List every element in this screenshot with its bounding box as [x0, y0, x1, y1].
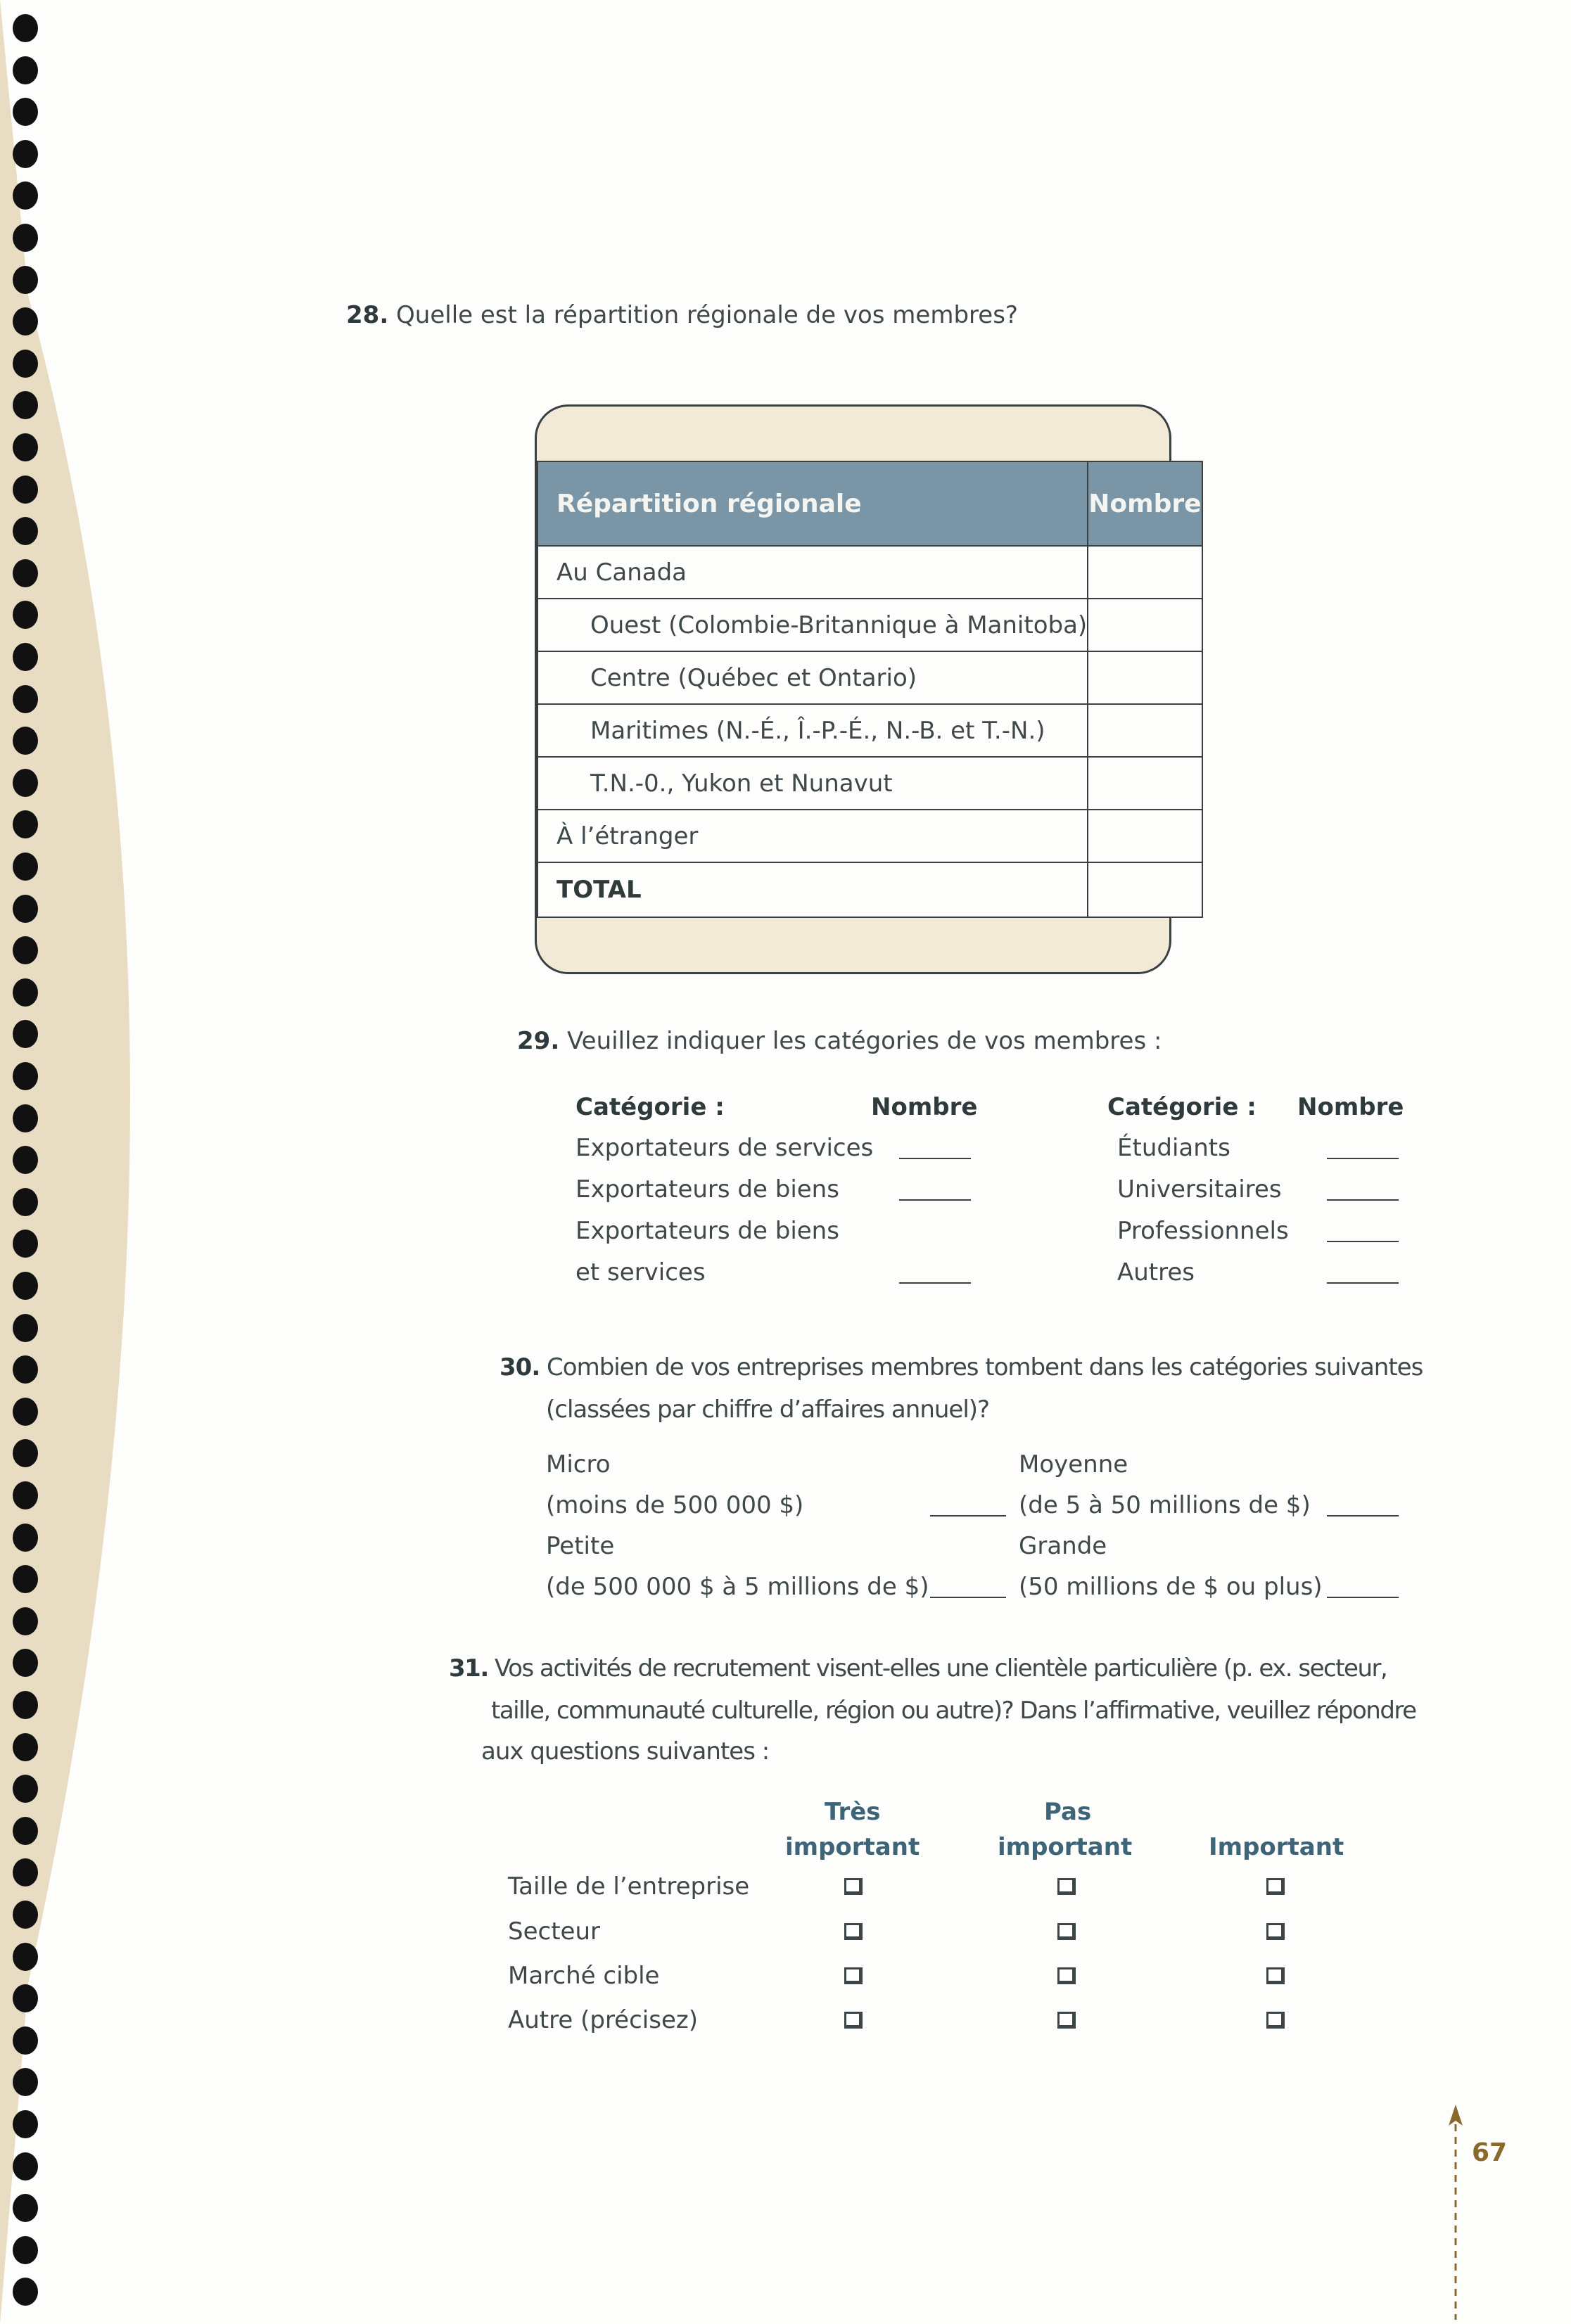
- binding-hole: [13, 601, 38, 629]
- category-exporters-services: Exportateurs de services: [575, 1134, 874, 1162]
- checkbox[interactable]: [1057, 1923, 1076, 1940]
- binding-hole: [13, 559, 38, 587]
- question-31: [449, 1654, 1387, 1683]
- count-blank[interactable]: [899, 1158, 971, 1159]
- binding-hole: [13, 1062, 38, 1090]
- count-blank[interactable]: [1327, 1515, 1399, 1517]
- binding-hole: [13, 2152, 38, 2181]
- column-not-important-line1: Pas: [1044, 1798, 1092, 1826]
- question-31-line3: aux questions suivantes :: [481, 1737, 770, 1766]
- binding-hole: [13, 2194, 38, 2222]
- count-blank[interactable]: [1327, 1597, 1399, 1598]
- size-large: Grande: [1019, 1532, 1107, 1560]
- count-blank[interactable]: [1327, 1241, 1399, 1242]
- question-30: [500, 1353, 1423, 1381]
- row-label: Maritimes (N.-É., Î.-P.-É., N.-B. et T.-N.): [538, 704, 1088, 757]
- row-label: T.N.-0., Yukon et Nunavut: [538, 757, 1088, 810]
- count-cell[interactable]: [1088, 704, 1202, 757]
- binding-hole: [13, 307, 38, 336]
- binding-hole: [13, 2110, 38, 2138]
- binding-hole: [13, 433, 38, 461]
- category-professionals: Professionnels: [1117, 1217, 1289, 1245]
- question-number: 30.: [500, 1353, 540, 1381]
- binding-hole: [13, 685, 38, 713]
- binding-hole: [13, 1104, 38, 1132]
- row-label-total: TOTAL: [538, 862, 1088, 917]
- question-29: [517, 1027, 1162, 1055]
- count-cell[interactable]: [1088, 810, 1202, 862]
- binding-hole: [13, 810, 38, 838]
- table-row-total: [538, 862, 1202, 917]
- question-31-line2: taille, communauté culturelle, région ou autre)? Dans l’affirmative, veuillez répondre: [491, 1697, 1416, 1725]
- binding-hole: [13, 475, 38, 504]
- table-row: [538, 599, 1202, 651]
- size-large-range: (50 millions de $ ou plus): [1019, 1573, 1323, 1601]
- count-blank[interactable]: [930, 1515, 1006, 1517]
- question-text: Vos activités de recrutement visent-elles une clientèle particulière (p. ex. secteur,: [495, 1654, 1387, 1683]
- binding-hole: [13, 1691, 38, 1719]
- checkbox[interactable]: [1266, 1923, 1285, 1940]
- binding-hole: [13, 2068, 38, 2096]
- count-blank[interactable]: [899, 1199, 971, 1201]
- column-not-important-line2: important: [998, 1833, 1133, 1861]
- binding-hole: [13, 978, 38, 1007]
- binding-hole: [13, 1481, 38, 1509]
- binding-hole: [13, 1398, 38, 1426]
- table-row: [538, 651, 1202, 704]
- binding-hole: [13, 1355, 38, 1384]
- binding-holes: [13, 14, 41, 2321]
- binding-hole: [13, 1272, 38, 1300]
- table-row: [538, 757, 1202, 810]
- checkbox[interactable]: [1057, 2012, 1076, 2029]
- row-label: Au Canada: [538, 546, 1088, 599]
- binding-hole: [13, 1858, 38, 1886]
- binding-hole: [13, 936, 38, 964]
- row-label: Centre (Québec et Ontario): [538, 651, 1088, 704]
- checkbox[interactable]: [844, 1967, 863, 1984]
- category-others: Autres: [1117, 1258, 1195, 1286]
- binding-hole: [13, 1984, 38, 2012]
- question-30-line2: (classées par chiffre d’affaires annuel)?: [546, 1396, 990, 1424]
- category-exporters-goods-services: Exportateurs de biens: [575, 1217, 839, 1245]
- binding-hole: [13, 1775, 38, 1803]
- criterion-target-market: Marché cible: [508, 1962, 660, 1990]
- checkbox[interactable]: [1266, 2012, 1285, 2029]
- binding-hole: [13, 895, 38, 923]
- binding-hole: [13, 14, 38, 42]
- checkbox[interactable]: [844, 1923, 863, 1940]
- checkbox[interactable]: [1057, 1878, 1076, 1895]
- page-edge-curve: [0, 0, 281, 2324]
- binding-hole: [13, 727, 38, 755]
- arrow-up-icon: [1445, 2103, 1466, 2321]
- binding-hole: [13, 2026, 38, 2055]
- count-cell[interactable]: [1088, 599, 1202, 651]
- criterion-company-size: Taille de l’entreprise: [508, 1872, 750, 1901]
- binding-hole: [13, 1649, 38, 1677]
- binding-hole: [13, 1146, 38, 1174]
- count-blank[interactable]: [899, 1282, 971, 1284]
- question-number: 28.: [346, 301, 389, 329]
- question-text: Combien de vos entreprises membres tombent dans les catégories suivantes: [547, 1353, 1423, 1381]
- binding-hole: [13, 1314, 38, 1342]
- count-blank[interactable]: [930, 1597, 1006, 1598]
- size-micro: Micro: [546, 1450, 611, 1479]
- binding-hole: [13, 140, 38, 168]
- binding-hole: [13, 1020, 38, 1048]
- size-small-range: (de 500 000 $ à 5 millions de $): [546, 1573, 929, 1601]
- binding-hole: [13, 391, 38, 419]
- binding-hole: [13, 350, 38, 378]
- checkbox[interactable]: [1266, 1878, 1285, 1895]
- count-cell[interactable]: [1088, 757, 1202, 810]
- column-very-important-line1: Très: [825, 1798, 881, 1826]
- binding-hole: [13, 1733, 38, 1761]
- category-exporters-goods: Exportateurs de biens: [575, 1175, 839, 1204]
- table-row: [538, 704, 1202, 757]
- column-header-region: Répartition régionale: [538, 461, 1088, 546]
- binding-hole: [13, 1188, 38, 1216]
- binding-hole: [13, 1230, 38, 1258]
- binding-hole: [13, 643, 38, 671]
- binding-hole: [13, 181, 38, 210]
- checkbox[interactable]: [844, 1878, 863, 1895]
- page-number: 67: [1472, 2138, 1508, 2167]
- column-very-important-line2: important: [785, 1833, 920, 1861]
- criterion-other: Autre (précisez): [508, 2006, 698, 2034]
- size-medium-range: (de 5 à 50 millions de $): [1019, 1491, 1311, 1519]
- size-medium: Moyenne: [1019, 1450, 1128, 1479]
- question-number: 29.: [517, 1027, 560, 1055]
- size-micro-range: (moins de 500 000 $): [546, 1491, 804, 1519]
- binding-hole: [13, 2278, 38, 2306]
- binding-hole: [13, 56, 38, 84]
- binding-hole: [13, 1524, 38, 1552]
- binding-hole: [13, 266, 38, 294]
- row-label: Ouest (Colombie-Britannique à Manitoba): [538, 599, 1088, 651]
- row-label: À l’étranger: [538, 810, 1088, 862]
- count-cell[interactable]: [1088, 651, 1202, 704]
- category-header-left: Catégorie :: [575, 1093, 725, 1121]
- criterion-sector: Secteur: [508, 1917, 600, 1946]
- column-header-count: Nombre: [1088, 461, 1202, 546]
- count-blank[interactable]: [1327, 1199, 1399, 1201]
- binding-hole: [13, 1901, 38, 1929]
- size-small: Petite: [546, 1532, 615, 1560]
- column-important: Important: [1209, 1833, 1344, 1861]
- count-header-left: Nombre: [871, 1093, 978, 1121]
- binding-hole: [13, 769, 38, 797]
- binding-hole: [13, 98, 38, 126]
- binding-hole: [13, 224, 38, 252]
- table-row: [538, 546, 1202, 599]
- table-row: [538, 810, 1202, 862]
- checkbox[interactable]: [844, 2012, 863, 2029]
- checkbox[interactable]: [1057, 1967, 1076, 1984]
- count-cell-total[interactable]: [1088, 862, 1202, 917]
- binding-hole: [13, 1565, 38, 1593]
- binding-hole: [13, 2236, 38, 2264]
- checkbox[interactable]: [1266, 1967, 1285, 1984]
- category-students: Étudiants: [1117, 1134, 1230, 1162]
- binding-hole: [13, 853, 38, 881]
- binding-hole: [13, 1607, 38, 1635]
- question-text: Veuillez indiquer les catégories de vos membres :: [567, 1027, 1162, 1055]
- regional-table: [537, 461, 1203, 918]
- question-text: Quelle est la répartition régionale de vos membres?: [396, 301, 1018, 329]
- question-number: 31.: [449, 1654, 488, 1683]
- question-28: [346, 301, 1018, 329]
- count-blank[interactable]: [1327, 1158, 1399, 1159]
- binding-hole: [13, 1943, 38, 1971]
- count-cell[interactable]: [1088, 546, 1202, 599]
- category-header-right: Catégorie :: [1107, 1093, 1257, 1121]
- binding-hole: [13, 1817, 38, 1845]
- binding-hole: [13, 1439, 38, 1467]
- binding-hole: [13, 517, 38, 545]
- count-blank[interactable]: [1327, 1282, 1399, 1284]
- count-header-right: Nombre: [1297, 1093, 1404, 1121]
- category-academics: Universitaires: [1117, 1175, 1282, 1204]
- category-exporters-goods-services-line2: et services: [575, 1258, 706, 1286]
